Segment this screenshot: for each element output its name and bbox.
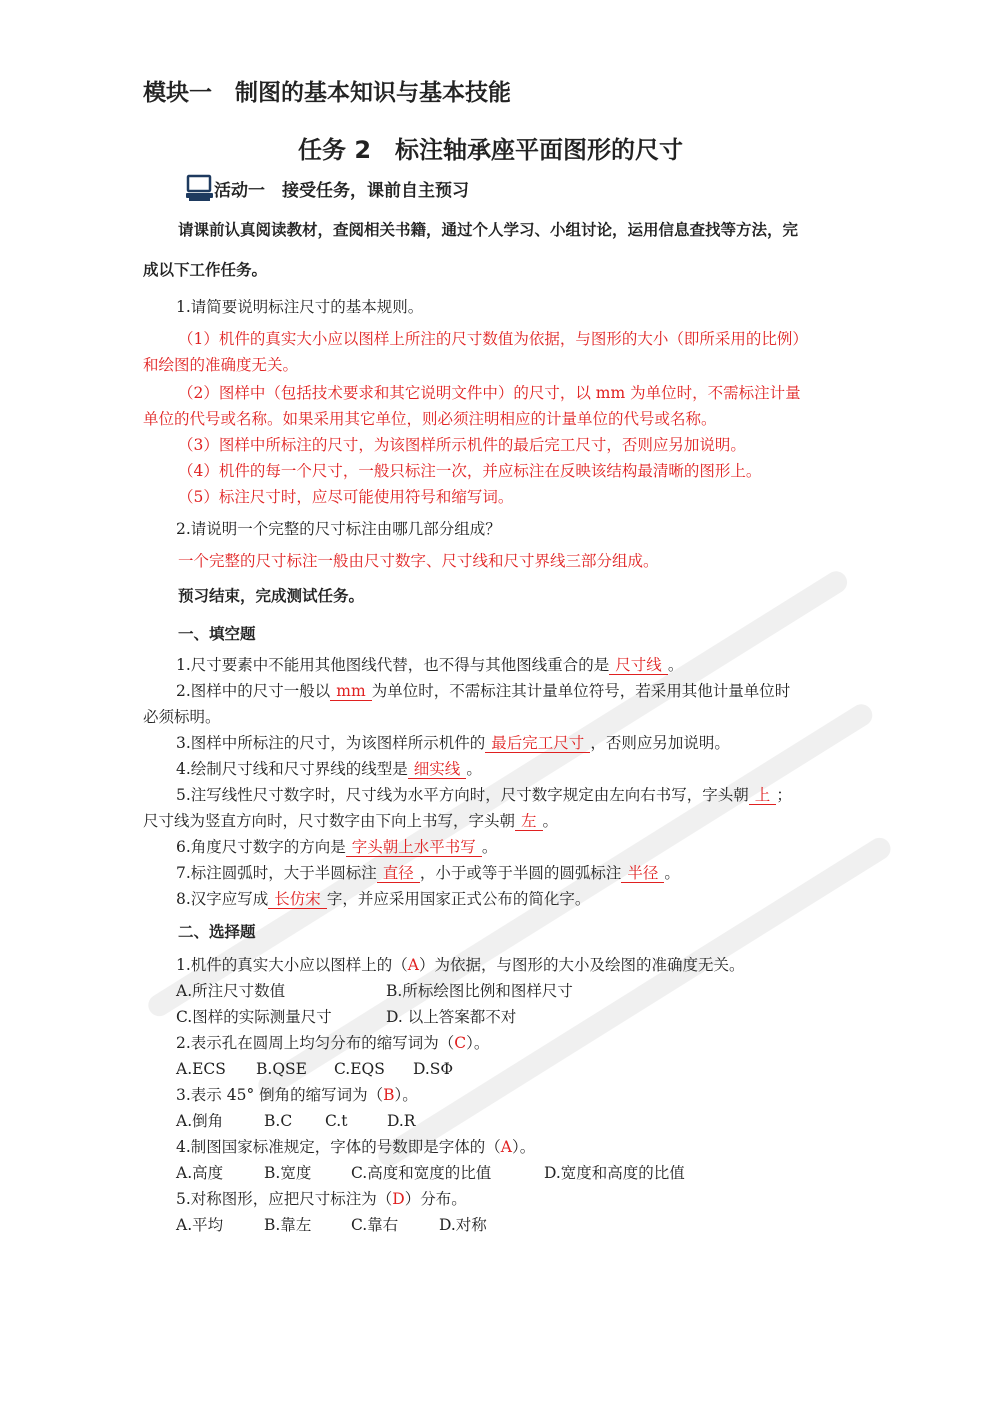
answer-line: （1）机件的真实大小应以图样上所注的尺寸数值为依据，与图形的大小（即所采用的比例） [178, 330, 808, 348]
fill-item-8: 8.汉字应写成 长仿宋 字，并应采用国家正式公布的简化字。 [176, 890, 591, 908]
choice-option: D.SΦ [413, 1060, 454, 1078]
fill-item-2-cont: 必须标明。 [143, 708, 221, 726]
task-title: 任务 2 标注轴承座平面图形的尺寸 [298, 136, 684, 164]
answer-line: （2）图样中（包括技术要求和其它说明文件中）的尺寸，以 mm 为单位时，不需标注计量 [178, 384, 801, 402]
answer-line: （4）机件的每一个尺寸，一般只标注一次，并应标注在反映该结构最清晰的图形上。 [178, 462, 762, 480]
choice-option: C.EQS [334, 1060, 385, 1078]
choice-option: C.图样的实际测量尺寸 [176, 1008, 332, 1026]
choice-option: B.宽度 [264, 1164, 312, 1182]
fill-answer: 上 [749, 786, 777, 805]
fill-item-7: 7.标注圆弧时，大于半圆标注 直径 ，小于或等于半圆的圆弧标注 半径 。 [176, 864, 680, 882]
answer-line: （3）图样中所标注的尺寸，为该图样所示机件的最后完工尺寸，否则应另加说明。 [178, 436, 746, 454]
choice-question-2: 2.表示孔在圆周上均匀分布的缩写词为（C）。 [176, 1034, 490, 1052]
question-2: 2.请说明一个完整的尺寸标注由哪几部分组成？ [176, 520, 501, 538]
choice-option: C.t [325, 1112, 348, 1130]
choice-option: A.高度 [176, 1164, 224, 1182]
fill-item-1: 1.尺寸要素中不能用其他图线代替，也不得与其他图线重合的是 尺寸线 。 [176, 656, 684, 674]
preview-end: 预习结束，完成测试任务。 [178, 587, 365, 605]
choice-option: B.靠左 [264, 1216, 312, 1234]
fill-answer: 最后完工尺寸 [485, 734, 590, 753]
fill-answer: 直径 [377, 864, 420, 883]
choice-option: C.高度和宽度的比值 [351, 1164, 492, 1182]
choice-answer: A [500, 1138, 512, 1156]
choice-option: B.所标绘图比例和图样尺寸 [386, 982, 573, 1000]
fill-answer: 细实线 [408, 760, 467, 779]
fill-item-2: 2.图样中的尺寸一般以 mm 为单位时，不需标注其计量单位符号，若采用其他计量单位时 [176, 682, 791, 700]
choice-option: A.平均 [176, 1216, 224, 1234]
fill-item-5: 5.注写线性尺寸数字时，尺寸线为水平方向时，尺寸数字规定由左向右书写，字头朝 上 ； [176, 786, 792, 804]
choice-option: D.对称 [439, 1216, 487, 1234]
choice-answer: B [383, 1086, 395, 1104]
activity-icon [186, 174, 213, 206]
choice-option: B.C [264, 1112, 293, 1130]
fill-answer: 字头朝上水平书写 [346, 838, 482, 857]
choice-option: D.宽度和高度的比值 [544, 1164, 685, 1182]
choice-option: B.QSE [256, 1060, 307, 1078]
fill-item-4: 4.绘制尺寸线和尺寸界线的线型是 细实线 。 [176, 760, 482, 778]
answer-line: 单位的代号或名称。如果采用其它单位，则必须注明相应的计量单位的代号或名称。 [143, 410, 717, 428]
choice-option: D. 以上答案都不对 [386, 1008, 517, 1026]
activity-title: 活动一 接受任务，课前自主预习 [214, 181, 469, 201]
fill-item-3: 3.图样中所标注的尺寸，为该图样所示机件的 最后完工尺寸 ，否则应另加说明。 [176, 734, 730, 752]
fill-answer: mm [330, 682, 371, 701]
answer-2: 一个完整的尺寸标注一般由尺寸数字、尺寸线和尺寸界线三部分组成。 [178, 552, 659, 570]
computer-icon [186, 174, 213, 202]
intro-text: 请课前认真阅读教材，查阅相关书籍，通过个人学习、小组讨论，运用信息查找等方法，完 [178, 221, 799, 239]
choice-question-5: 5.对称图形，应把尺寸标注为（D）分布。 [176, 1190, 467, 1208]
module-title: 模块一 制图的基本知识与基本技能 [143, 80, 511, 106]
fill-answer: 左 [515, 812, 543, 831]
choice-question-4: 4.制图国家标准规定，字体的号数即是字体的（A）。 [176, 1138, 536, 1156]
section-choice-heading: 二、选择题 [178, 923, 256, 941]
question-1: 1.请简要说明标注尺寸的基本规则。 [176, 298, 424, 316]
choice-option: A.ECS [176, 1060, 226, 1078]
answer-line: （5）标注尺寸时，应尽可能使用符号和缩写词。 [178, 488, 514, 506]
fill-item-6: 6.角度尺寸数字的方向是 字头朝上水平书写 。 [176, 838, 498, 856]
fill-answer: 半径 [621, 864, 664, 883]
choice-option: C.靠右 [351, 1216, 399, 1234]
section-fill-heading: 一、填空题 [178, 625, 256, 643]
choice-answer: C [454, 1034, 467, 1052]
choice-option: D.R [387, 1112, 416, 1130]
answer-line: 和绘图的准确度无关。 [143, 356, 299, 374]
choice-question-1: 1.机件的真实大小应以图样上的（A）为依据，与图形的大小及绘图的准确度无关。 [176, 956, 745, 974]
choice-question-3: 3.表示 45° 倒角的缩写词为（B）。 [176, 1086, 418, 1104]
fill-answer: 长仿宋 [268, 890, 327, 909]
choice-option: A.所注尺寸数值 [176, 982, 286, 1000]
fill-answer: 尺寸线 [609, 656, 668, 675]
choice-option: A.倒角 [176, 1112, 224, 1130]
fill-item-5-cont: 尺寸线为竖直方向时，尺寸数字由下向上书写，字头朝 左 。 [143, 812, 559, 830]
intro-text: 成以下工作任务。 [143, 261, 268, 279]
choice-answer: A [407, 956, 419, 974]
choice-answer: D [392, 1190, 405, 1208]
